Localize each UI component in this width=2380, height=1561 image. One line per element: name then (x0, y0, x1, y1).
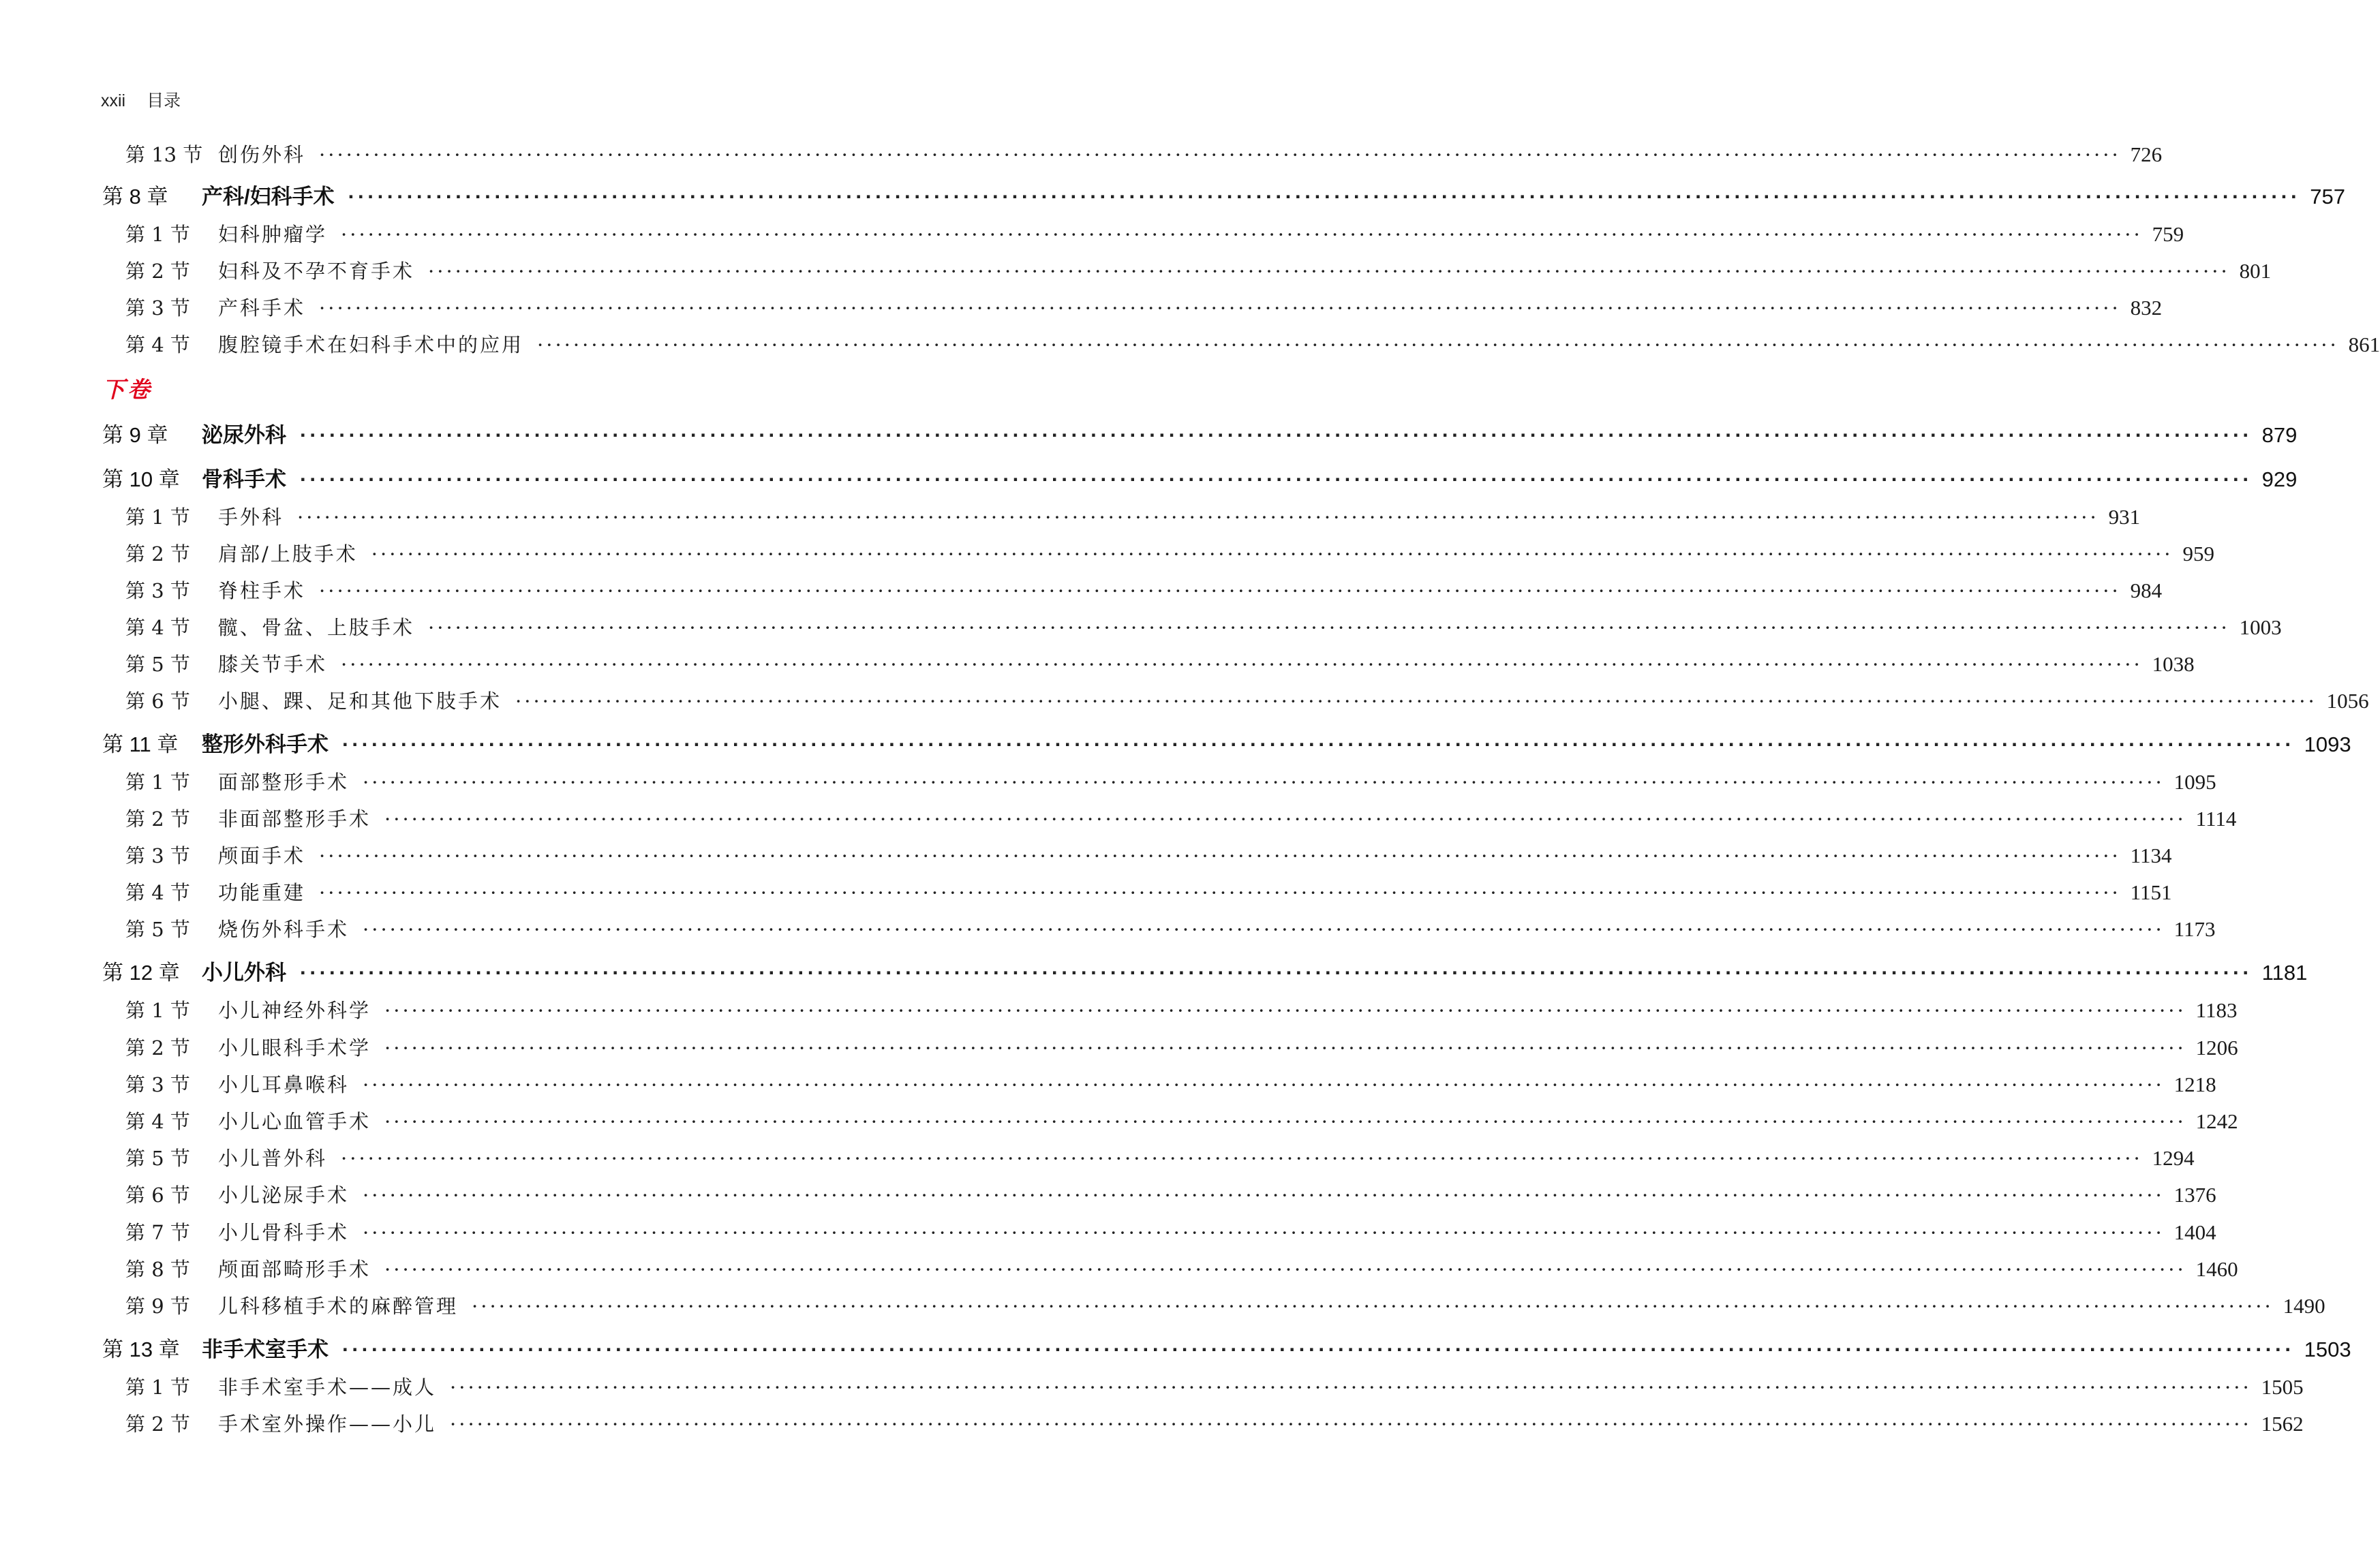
section-title: 肩部/上肢手术 (218, 542, 358, 566)
toc-section-entry[interactable] (125, 539, 2214, 567)
page-number: 1151 (2130, 880, 2172, 904)
page-number: 726 (2130, 142, 2163, 166)
section-number: 第 1 节 (125, 1376, 190, 1399)
leader-dots: ········································································································································································································ (341, 1147, 2143, 1170)
toc-section-entry[interactable] (125, 1180, 2216, 1208)
section-title: 小儿眼科手术学 (218, 1036, 371, 1060)
chapter-number: 第 8 章 (102, 185, 168, 208)
chapter-title: 骨科手术 (202, 467, 286, 491)
toc-section-entry[interactable] (125, 1033, 2238, 1061)
page-number: 1183 (2195, 998, 2238, 1022)
leader-dots: ········································································································································································································ (342, 732, 2295, 756)
toc-section-entry[interactable] (125, 767, 2216, 795)
section-number: 第 2 节 (125, 1036, 190, 1060)
page-number: 1460 (2195, 1257, 2238, 1281)
section-number: 第 3 节 (125, 844, 190, 867)
toc-section-entry[interactable] (125, 914, 2216, 942)
chapter-title: 小儿外科 (202, 961, 286, 985)
leader-dots: ········································································································································································································ (450, 1412, 2252, 1436)
toc-chapter-entry[interactable] (102, 955, 2308, 986)
leader-dots: ········································································································································································································ (300, 423, 2253, 447)
section-title: 儿科移植手术的麻醉管理 (218, 1295, 459, 1318)
page-number: 1056 (2326, 689, 2369, 713)
toc-section-entry[interactable] (125, 219, 2184, 247)
leader-dots: ········································································································································································································ (363, 771, 2165, 794)
toc-section-entry[interactable] (125, 613, 2282, 640)
page-number: 1218 (2173, 1072, 2216, 1096)
chapter-number: 第 9 章 (102, 423, 168, 447)
page-number: 832 (2130, 296, 2163, 320)
section-number: 第 5 节 (125, 1147, 190, 1170)
leader-dots: ········································································································································································································ (428, 616, 2230, 639)
page-number: 931 (2108, 505, 2141, 529)
leader-dots: ········································································································································································································ (537, 333, 2339, 356)
section-title: 产科手术 (218, 296, 306, 320)
section-number: 第 13 节 (125, 143, 203, 166)
leader-dots: ········································································································································································································ (363, 1073, 2165, 1096)
toc-chapter-entry[interactable] (102, 418, 2298, 448)
section-title: 小儿心血管手术 (218, 1110, 371, 1133)
page-number: 1404 (2173, 1220, 2216, 1244)
leader-dots: ········································································································································································································ (363, 1184, 2165, 1207)
toc-section-entry[interactable] (125, 649, 2195, 677)
toc-section-entry[interactable] (125, 804, 2237, 832)
page-number: 1206 (2195, 1036, 2238, 1060)
section-number: 第 5 节 (125, 653, 190, 676)
leader-dots: ········································································································································································································ (384, 1110, 2186, 1133)
toc-chapter-entry[interactable] (102, 727, 2351, 758)
section-title: 创伤外科 (218, 143, 306, 166)
leader-dots: ········································································································································································································ (515, 690, 2317, 713)
page-number: 861 (2348, 333, 2380, 356)
toc-section-entry[interactable] (125, 140, 2163, 168)
section-title: 小儿骨科手术 (218, 1221, 350, 1244)
page-number: 759 (2152, 222, 2184, 246)
section-title: 小儿耳鼻喉科 (218, 1073, 350, 1096)
chapter-number: 第 13 章 (102, 1338, 180, 1361)
section-title: 妇科及不孕不育手术 (218, 260, 415, 283)
leader-dots: ········································································································································································································ (363, 1221, 2165, 1244)
leader-dots: ········································································································································································································ (450, 1376, 2252, 1399)
toc-section-entry[interactable] (125, 1143, 2195, 1171)
page-number: 984 (2130, 578, 2163, 602)
chapter-title: 产科/妇科手术 (202, 185, 335, 208)
section-title: 小腿、踝、足和其他下肢手术 (218, 690, 502, 713)
page-number: 1503 (2304, 1338, 2351, 1361)
leader-dots: ········································································································································································································ (341, 223, 2143, 246)
section-number: 第 4 节 (125, 616, 190, 639)
page-number: 1003 (2239, 615, 2282, 639)
section-title: 手外科 (218, 506, 284, 529)
page-number: 1093 (2304, 732, 2351, 756)
section-number: 第 1 节 (125, 506, 190, 529)
section-number: 第 3 节 (125, 579, 190, 602)
leader-dots: ········································································································································································································ (319, 296, 2121, 320)
page-number: 1505 (2261, 1375, 2304, 1399)
running-header-title: 目录 (147, 91, 181, 110)
section-number: 第 1 节 (125, 999, 190, 1022)
toc-section-entry[interactable] (125, 1070, 2216, 1098)
section-title: 烧伤外科手术 (218, 918, 350, 941)
volume-heading: 下卷 (102, 376, 153, 403)
section-title: 妇科肿瘤学 (218, 223, 328, 246)
section-number: 第 3 节 (125, 1073, 190, 1096)
leader-dots: ········································································································································································································ (341, 653, 2143, 676)
section-number: 第 3 节 (125, 296, 190, 320)
toc-section-entry[interactable] (125, 1372, 2304, 1400)
page-folio: xxii (101, 91, 126, 110)
toc-section-entry[interactable] (125, 1291, 2325, 1319)
page-number: 1242 (2195, 1109, 2238, 1133)
chapter-title: 非手术室手术 (202, 1338, 329, 1361)
toc-chapter-entry[interactable] (102, 179, 2346, 210)
section-title: 非手术室手术——成人 (218, 1376, 437, 1399)
section-title: 非面部整形手术 (218, 807, 371, 831)
leader-dots: ········································································································································································································ (384, 807, 2186, 831)
section-number: 第 4 节 (125, 333, 190, 356)
chapter-title: 整形外科手术 (202, 732, 329, 756)
leader-dots: ········································································································································································································ (300, 961, 2253, 985)
section-number: 第 6 节 (125, 1184, 190, 1207)
chapter-number: 第 10 章 (102, 467, 180, 491)
toc-section-entry[interactable] (125, 1254, 2238, 1282)
section-title: 小儿普外科 (218, 1147, 328, 1170)
page-number: 1376 (2173, 1183, 2216, 1207)
chapter-title: 泌尿外科 (202, 423, 286, 447)
leader-dots: ········································································································································································································ (319, 881, 2121, 904)
toc-section-entry[interactable] (125, 576, 2163, 604)
leader-dots: ········································································································································································································ (348, 185, 2301, 208)
chapter-number: 第 11 章 (102, 732, 179, 756)
section-title: 膝关节手术 (218, 653, 328, 676)
section-title: 小儿神经外科学 (218, 999, 371, 1022)
section-number: 第 7 节 (125, 1221, 190, 1244)
page-number: 1562 (2261, 1412, 2304, 1436)
toc-section-entry[interactable] (125, 995, 2238, 1023)
section-title: 颅面手术 (218, 844, 306, 867)
leader-dots: ········································································································································································································ (342, 1338, 2295, 1361)
toc-chapter-entry[interactable] (102, 1332, 2351, 1363)
toc-section-entry[interactable] (125, 1409, 2304, 1437)
toc-section-entry[interactable] (125, 686, 2369, 714)
section-number: 第 2 节 (125, 807, 190, 831)
page-number: 959 (2182, 542, 2214, 566)
leader-dots: ········································································································································································································ (300, 467, 2253, 491)
toc-section-entry[interactable] (125, 1107, 2238, 1134)
leader-dots: ········································································································································································································ (472, 1295, 2274, 1318)
leader-dots: ········································································································································································································ (363, 918, 2165, 941)
leader-dots: ········································································································································································································ (384, 1036, 2186, 1060)
toc-section-entry[interactable] (125, 878, 2172, 906)
toc-section-entry[interactable] (125, 293, 2163, 321)
section-title: 脊柱手术 (218, 579, 306, 602)
leader-dots: ········································································································································································································ (319, 143, 2121, 166)
toc-section-entry[interactable] (125, 502, 2141, 530)
section-number: 第 1 节 (125, 771, 190, 794)
leader-dots: ········································································································································································································ (428, 260, 2230, 283)
section-number: 第 2 节 (125, 542, 190, 566)
leader-dots: ········································································································································································································ (319, 844, 2121, 867)
page-number: 801 (2239, 259, 2272, 283)
leader-dots: ········································································································································································································ (371, 542, 2173, 566)
page-number: 1134 (2130, 844, 2172, 867)
section-number: 第 4 节 (125, 881, 190, 904)
section-number: 第 6 节 (125, 690, 190, 713)
section-number: 第 2 节 (125, 260, 190, 283)
page-number: 1173 (2173, 917, 2216, 941)
page-number: 1114 (2195, 807, 2237, 831)
section-title: 小儿泌尿手术 (218, 1184, 350, 1207)
section-title: 功能重建 (218, 881, 306, 904)
leader-dots: ········································································································································································································ (384, 1258, 2186, 1281)
toc-section-entry[interactable] (125, 841, 2172, 869)
page-number: 757 (2310, 185, 2346, 208)
page-number: 1181 (2261, 961, 2308, 985)
page-number: 1095 (2173, 770, 2216, 794)
section-number: 第 9 节 (125, 1295, 190, 1318)
section-number: 第 8 节 (125, 1258, 190, 1281)
page-number: 1294 (2152, 1146, 2195, 1170)
toc-chapter-entry[interactable] (102, 462, 2298, 493)
section-number: 第 1 节 (125, 223, 190, 246)
section-number: 第 5 节 (125, 918, 190, 941)
leader-dots: ········································································································································································································ (297, 506, 2099, 529)
page-number: 1490 (2283, 1294, 2325, 1318)
chapter-number: 第 12 章 (102, 961, 180, 985)
section-title: 腹腔镜手术在妇科手术中的应用 (218, 333, 524, 356)
section-title: 面部整形手术 (218, 771, 350, 794)
running-header (101, 87, 181, 112)
page-number: 929 (2261, 467, 2298, 491)
page-number: 879 (2261, 423, 2298, 447)
section-title: 颅面部畸形手术 (218, 1258, 371, 1281)
section-number: 第 2 节 (125, 1412, 190, 1436)
toc-section-entry[interactable] (125, 330, 2380, 358)
toc-section-entry[interactable] (125, 1218, 2216, 1246)
toc-section-entry[interactable] (125, 256, 2272, 284)
page-number: 1038 (2152, 652, 2195, 676)
leader-dots: ········································································································································································································ (319, 579, 2121, 602)
section-title: 髋、骨盆、上肢手术 (218, 616, 415, 639)
section-title: 手术室外操作——小儿 (218, 1412, 437, 1436)
section-number: 第 4 节 (125, 1110, 190, 1133)
leader-dots: ········································································································································································································ (384, 999, 2186, 1022)
